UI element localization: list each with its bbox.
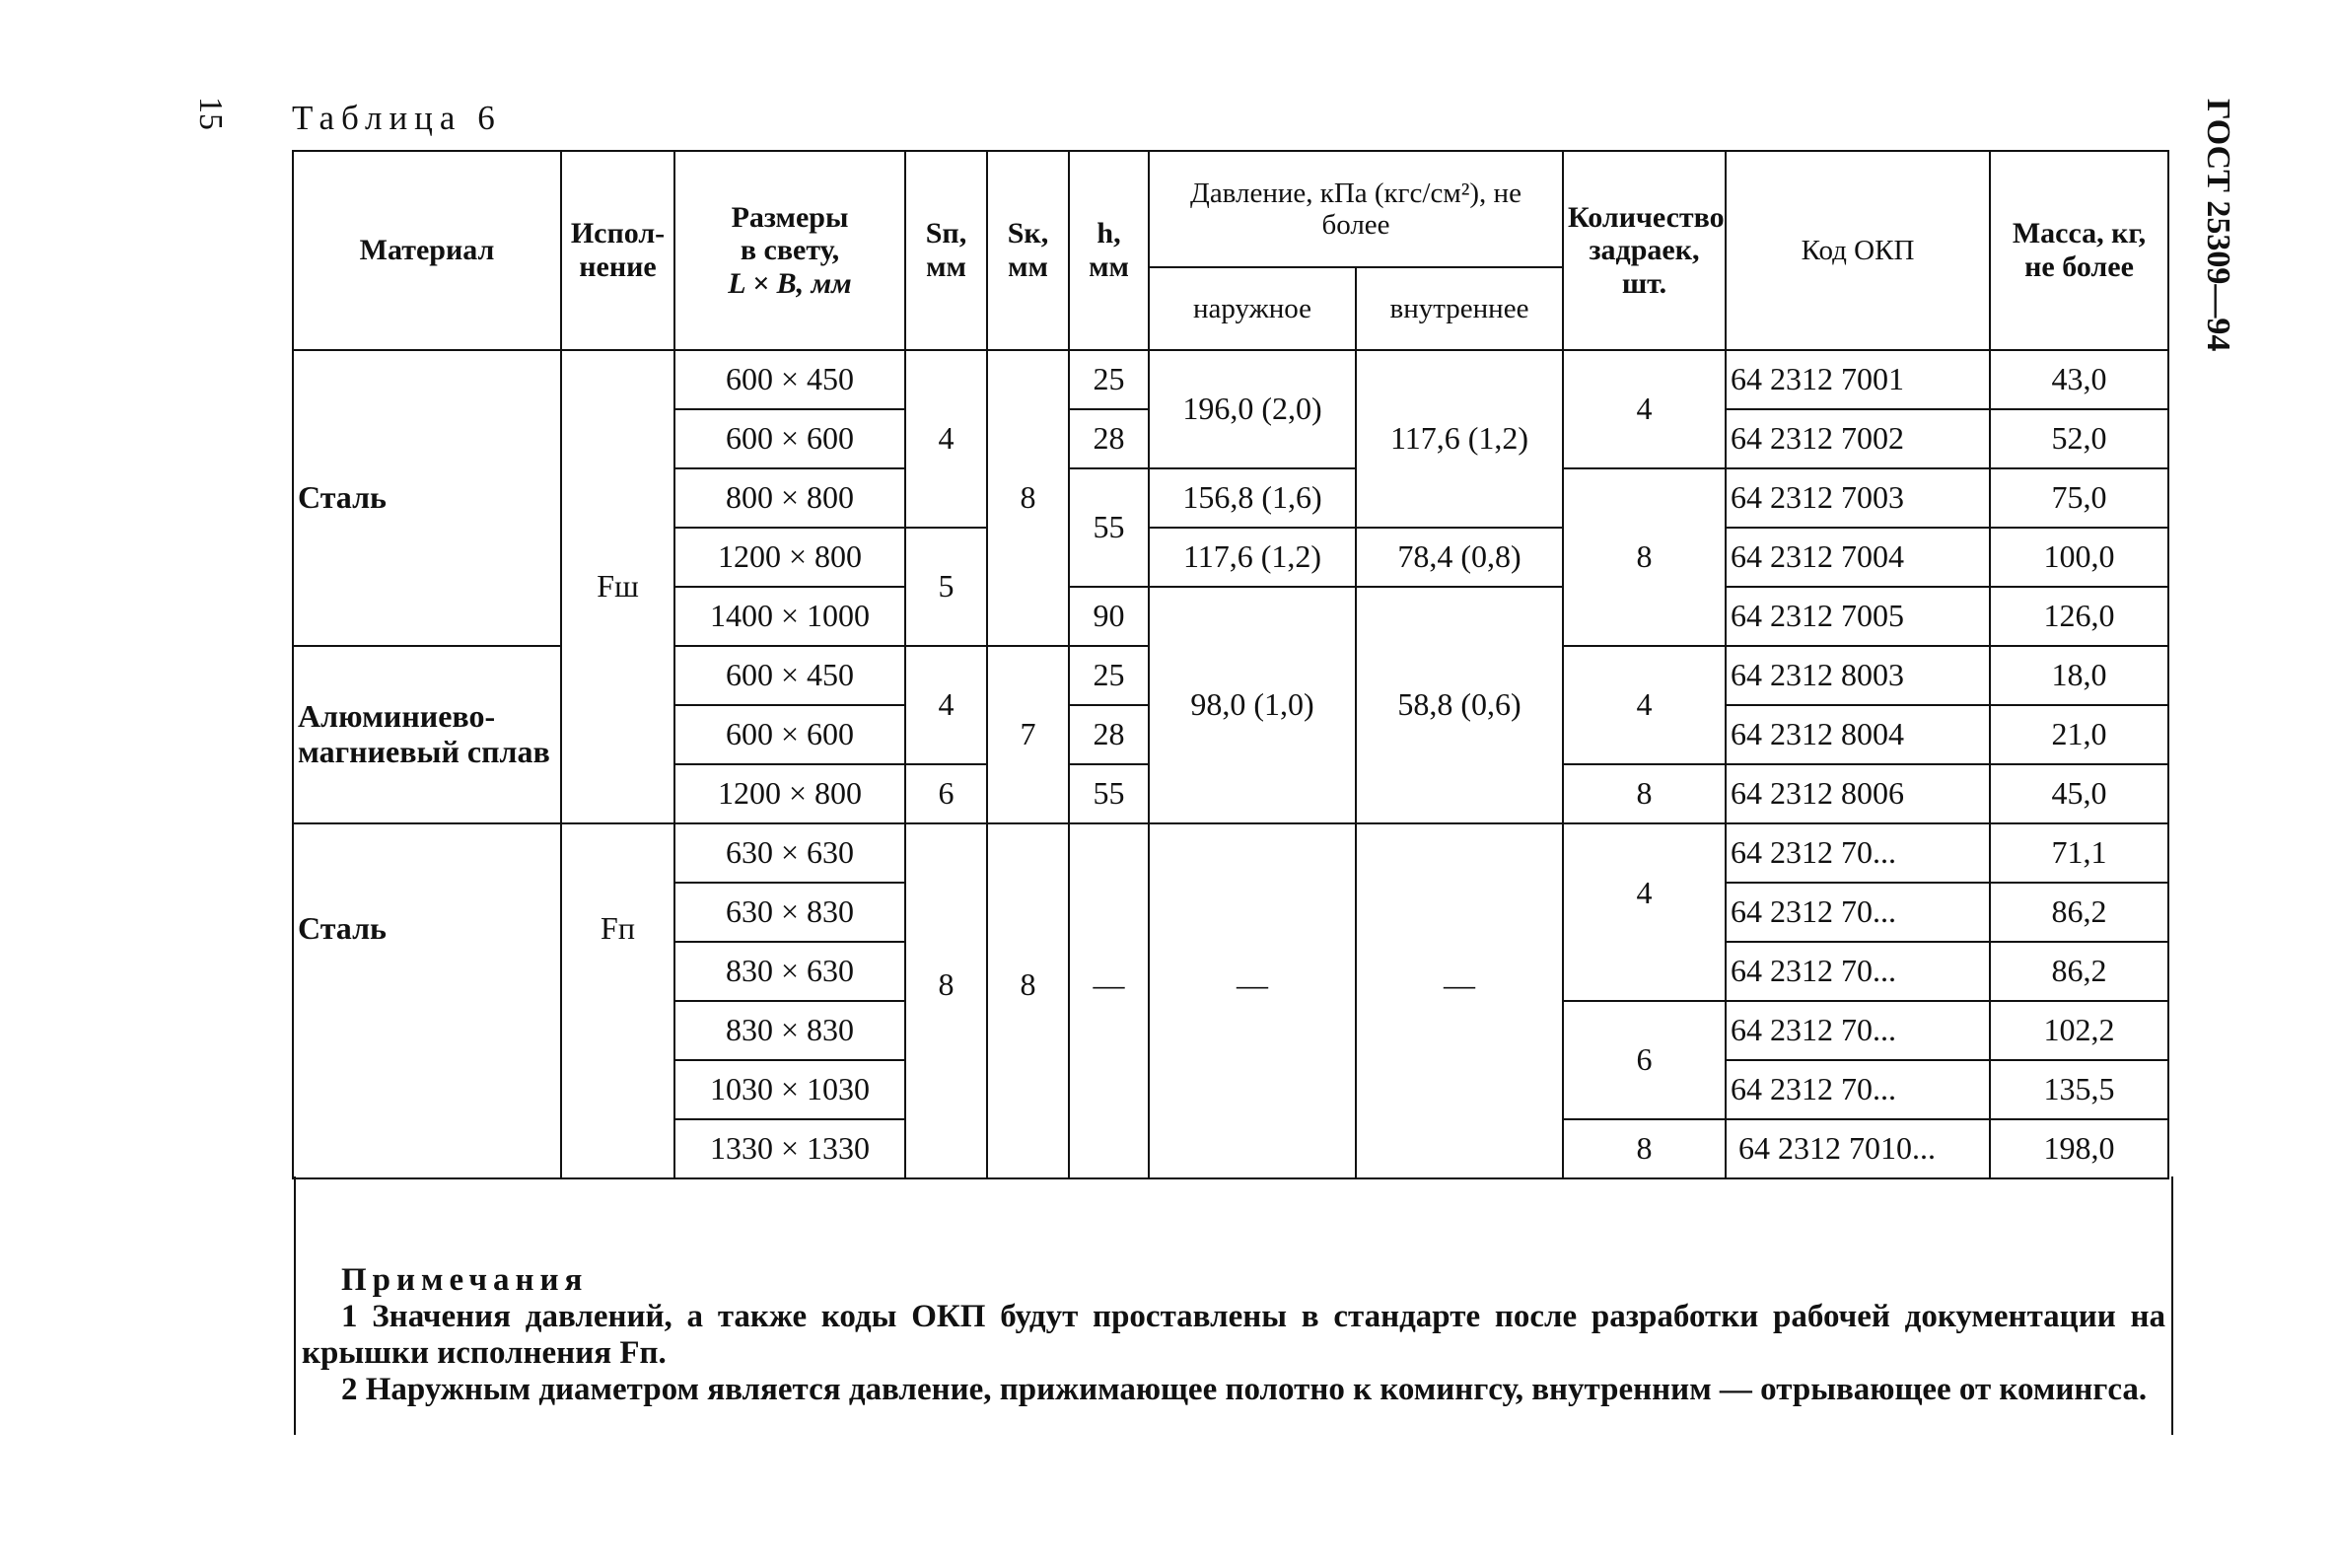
okp-code-cell: 64 2312 70...: [1726, 1060, 1990, 1119]
okp-code-cell: 64 2312 70...: [1726, 942, 1990, 1001]
dogs-cell: 4: [1563, 646, 1726, 764]
header-dogs: Количество задраек, шт.: [1563, 151, 1726, 350]
okp-code-cell: 64 2312 8006: [1726, 764, 1990, 823]
okp-code-cell: 64 2312 70...: [1726, 823, 1990, 883]
dogs-cell: 8: [1563, 468, 1726, 646]
sk-cell: 8: [987, 823, 1069, 1178]
h-cell: 25: [1069, 350, 1149, 409]
header-size: Размеры в свету, L × B, мм: [674, 151, 905, 350]
pressure-inner-cell: 78,4 (0,8): [1356, 528, 1563, 587]
pressure-outer-cell: 196,0 (2,0): [1149, 350, 1356, 468]
table-row: [293, 350, 2168, 409]
dogs-cell: 8: [1563, 1119, 1726, 1178]
size-cell: 1200 × 800: [674, 764, 905, 823]
mass-cell: 100,0: [1990, 528, 2168, 587]
h-cell: 25: [1069, 646, 1149, 705]
pressure-outer-cell: 156,8 (1,6): [1149, 468, 1356, 528]
material-cell: Алюминиево-магниевый сплав: [293, 646, 561, 823]
h-cell: 55: [1069, 764, 1149, 823]
h-cell: 90: [1069, 587, 1149, 646]
dogs-cell: 6: [1563, 1001, 1726, 1119]
okp-code-cell: 64 2312 70...: [1726, 1001, 1990, 1060]
standard-designation: ГОСТ 25309—94: [2200, 99, 2236, 352]
header-sp: Sп, мм: [905, 151, 987, 350]
size-cell: 600 × 600: [674, 705, 905, 764]
notes-title: Примечания: [341, 1262, 589, 1298]
dogs-cell: 8: [1563, 764, 1726, 823]
header-execution: Испол-нение: [561, 151, 674, 350]
pressure-outer-cell: 98,0 (1,0): [1149, 587, 1356, 823]
table-title: Таблица 6: [292, 99, 502, 137]
material-cell: Сталь: [293, 350, 561, 646]
sp-cell: 4: [905, 646, 987, 764]
sp-cell: 8: [905, 823, 987, 1178]
mass-cell: 45,0: [1990, 764, 2168, 823]
sp-cell: 4: [905, 350, 987, 528]
data-table: [292, 150, 2169, 1179]
size-cell: 600 × 600: [674, 409, 905, 468]
dogs-cell: 4: [1563, 350, 1726, 468]
header-mass: Масса, кг, не более: [1990, 151, 2168, 350]
sp-cell: 5: [905, 528, 987, 646]
header-pressure-outer: наружное: [1149, 267, 1356, 350]
h-cell: 28: [1069, 409, 1149, 468]
header-sk: Sк, мм: [987, 151, 1069, 350]
size-cell: 830 × 630: [674, 942, 905, 1001]
page-number: 15: [192, 97, 229, 130]
mass-cell: 86,2: [1990, 883, 2168, 942]
mass-cell: 75,0: [1990, 468, 2168, 528]
okp-code-cell: 64 2312 7010...: [1726, 1119, 1990, 1178]
mass-cell: 52,0: [1990, 409, 2168, 468]
okp-code-cell: 64 2312 7004: [1726, 528, 1990, 587]
h-cell: 28: [1069, 705, 1149, 764]
pressure-inner-cell: 117,6 (1,2): [1356, 350, 1563, 528]
sk-cell: 7: [987, 646, 1069, 823]
execution-cell: Fп: [561, 823, 674, 1178]
mass-cell: 18,0: [1990, 646, 2168, 705]
size-cell: 1330 × 1330: [674, 1119, 905, 1178]
mass-cell: 198,0: [1990, 1119, 2168, 1178]
okp-code-cell: 64 2312 7001: [1726, 350, 1990, 409]
pressure-outer-cell: 117,6 (1,2): [1149, 528, 1356, 587]
size-cell: 1030 × 1030: [674, 1060, 905, 1119]
pressure-outer-cell: —: [1149, 823, 1356, 1178]
size-cell: 600 × 450: [674, 646, 905, 705]
notes-section: [302, 1262, 2165, 1408]
size-cell: 630 × 830: [674, 883, 905, 942]
execution-cell: Fш: [561, 350, 674, 823]
size-cell: 1200 × 800: [674, 528, 905, 587]
okp-code-cell: 64 2312 7002: [1726, 409, 1990, 468]
size-cell: 630 × 630: [674, 823, 905, 883]
okp-code-cell: 64 2312 7003: [1726, 468, 1990, 528]
header-pressure: Давление, кПа (кгс/см²), не более: [1149, 151, 1563, 267]
header-material: Материал: [293, 151, 561, 350]
sk-cell: 8: [987, 350, 1069, 646]
pressure-inner-cell: 58,8 (0,6): [1356, 587, 1563, 823]
header-pressure-inner: внутреннее: [1356, 267, 1563, 350]
pressure-inner-cell: —: [1356, 823, 1563, 1178]
mass-cell: 126,0: [1990, 587, 2168, 646]
size-cell: 600 × 450: [674, 350, 905, 409]
okp-code-cell: 64 2312 8003: [1726, 646, 1990, 705]
size-cell: 800 × 800: [674, 468, 905, 528]
sp-cell: 6: [905, 764, 987, 823]
size-cell: 1400 × 1000: [674, 587, 905, 646]
okp-code-cell: 64 2312 8004: [1726, 705, 1990, 764]
mass-cell: 135,5: [1990, 1060, 2168, 1119]
h-cell: —: [1069, 823, 1149, 1178]
note-2: 2 Наружным диаметром является давление, прижимающее полотно к комингсу, внутренним — отрывающее от комингса.: [341, 1371, 2148, 1407]
header-h: h, мм: [1069, 151, 1149, 350]
h-cell: 55: [1069, 468, 1149, 587]
dogs-cell: 4: [1563, 823, 1726, 1001]
mass-cell: 86,2: [1990, 942, 2168, 1001]
size-cell: 830 × 830: [674, 1001, 905, 1060]
header-okp: Код ОКП: [1726, 151, 1990, 350]
mass-cell: 102,2: [1990, 1001, 2168, 1060]
note-1: 1 Значения давлений, а также коды ОКП будут проставлены в стандарте после разработки рабочей документации на крышки исполнения Fп.: [302, 1298, 2165, 1371]
mass-cell: 21,0: [1990, 705, 2168, 764]
mass-cell: 71,1: [1990, 823, 2168, 883]
mass-cell: 43,0: [1990, 350, 2168, 409]
material-cell: Сталь: [293, 823, 561, 1178]
okp-code-cell: 64 2312 7005: [1726, 587, 1990, 646]
okp-code-cell: 64 2312 70...: [1726, 883, 1990, 942]
table-row: [293, 823, 2168, 883]
